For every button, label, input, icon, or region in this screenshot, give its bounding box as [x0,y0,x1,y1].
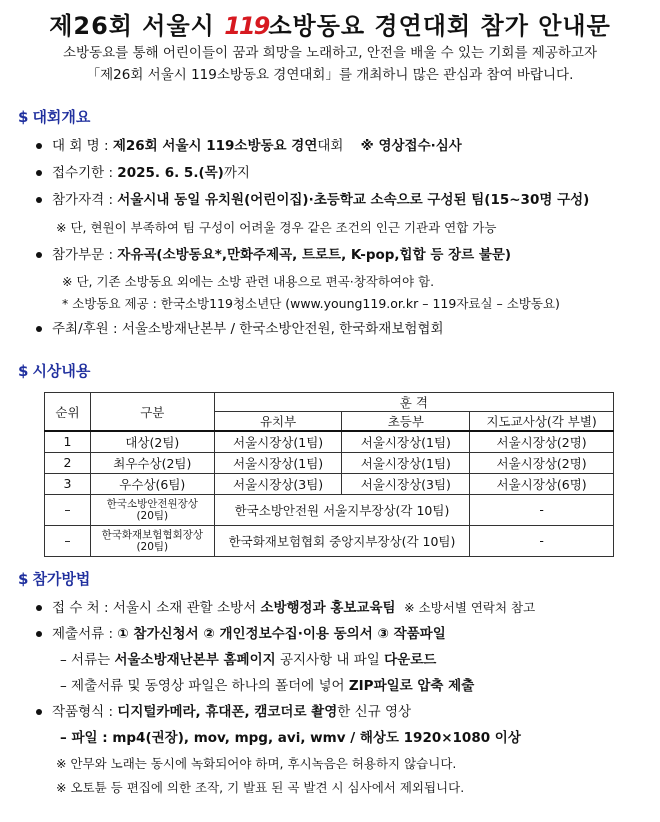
page-title: 제26회 서울시 119소방동요 경연대회 참가 안내문 [49,12,611,40]
bullet-icon [36,143,42,149]
documents-sub-2: – 제출서류 및 동영상 파일은 하나의 폴더에 넣어 ZIP파일로 압축 제출 [60,678,475,694]
table-row: 3 우수상(6팀) 서울시장상(3팀) 서울시장상(3팀) 서울시장상(6명) [45,473,614,494]
section-marker-icon: $ [18,362,29,380]
bullet-icon [36,197,42,203]
bullet-icon [36,605,42,611]
header-award: 훈 격 [214,393,613,412]
header-teacher: 지도교사상(각 부별) [470,412,614,432]
submission-place-line: 접 수 처 : 서울시 소재 관할 소방서 소방행정과 홍보교육팀 ※ 소방서별 연락처 참고 [52,600,536,616]
deadline-line: 접수기한 : 2025. 6. 5.(목)까지 [52,165,250,181]
bullet-icon [36,252,42,258]
section-marker-icon: $ [18,108,29,126]
header-kindergarten: 유치부 [214,412,342,432]
note-editing: ※ 오토튠 등 편집에 의한 조작, 기 발표 된 곡 발견 시 심사에서 제외됩니다. [56,780,465,795]
qualification-note: ※ 단, 현원이 부족하여 팀 구성이 어려울 경우 같은 조건의 인근 기관과 연합 가능 [56,220,497,235]
documents-sub-1: – 서류는 서울소방재난본부 홈페이지 공지사항 내 파일 다운로드 [60,652,437,668]
table-row: – 한국소방안전원장상 (20팀) 한국소방안전원 서울지부장상(각 10팀) - [45,494,614,525]
header-division: 구분 [90,393,214,432]
header-elementary: 초등부 [342,412,470,432]
section-overview-heading: $ 대회개요 [18,108,91,126]
awards-table [44,392,614,557]
documents-line: 제출서류 : ① 참가신청서 ② 개인정보수집·이용 동의서 ③ 작품파일 [52,626,446,642]
section-method-heading: $ 참가방법 [18,570,91,588]
format-line: 작품형식 : 디지털카메라, 휴대폰, 캠코더로 촬영한 신규 영상 [52,704,412,720]
fire-119-logo: 119 [224,12,269,40]
qualification-line: 참가자격 : 서울시내 동일 유치원(어린이집)·초등학교 소속으로 구성된 팀(15~30명 구성) [52,192,590,208]
file-format-line: – 파일 : mp4(권장), mov, mpg, avi, wmv / 해상도 1920×1080 이상 [60,730,521,746]
bullet-icon [36,631,42,637]
contest-name-line: 대 회 명 : 제26회 서울시 119소방동요 경연대회 ※ 영상접수·심사 [52,138,462,154]
category-note-2: * 소방동요 제공 : 한국소방119청소년단 (www.young119.or.kr – 119자료실 – 소방동요) [62,296,560,311]
table-row: 1 대상(2팀) 서울시장상(1팀) 서울시장상(1팀) 서울시장상(2명) [45,431,614,452]
section-awards-heading: $ 시상내용 [18,362,91,380]
table-row: 2 최우수상(2팀) 서울시장상(1팀) 서울시장상(1팀) 서울시장상(2명) [45,452,614,473]
note-recording: ※ 안무와 노래는 동시에 녹화되어야 하며, 후시녹음은 허용하지 않습니다. [56,756,457,771]
bullet-icon [36,326,42,332]
table-row: – 한국화재보험협회장상 (20팀) 한국화재보험협회 중앙지부장상(각 10팀) - [45,525,614,556]
category-note-1: ※ 단, 기존 소방동요 외에는 소방 관련 내용으로 편곡·창작하여야 함. [62,274,435,289]
host-line: 주최/후원 : 서울소방재난본부 / 한국소방안전원, 한국화재보험협회 [52,321,444,337]
bullet-icon [36,170,42,176]
intro-text: 소방동요를 통해 어린이들이 꿈과 희망을 노래하고, 안전을 배울 수 있는 기회를 제공하고자 「제26회 서울시 119소방동요 경연대회」를 개최하니 많은 관심과 참여 바랍니다. [62,45,597,83]
header-rank: 순위 [45,393,91,432]
section-marker-icon: $ [18,570,29,588]
bullet-icon [36,709,42,715]
category-line: 참가부문 : 자유곡(소방동요*,만화주제곡, 트로트, K-pop,힙합 등 장르 불문) [52,247,512,263]
